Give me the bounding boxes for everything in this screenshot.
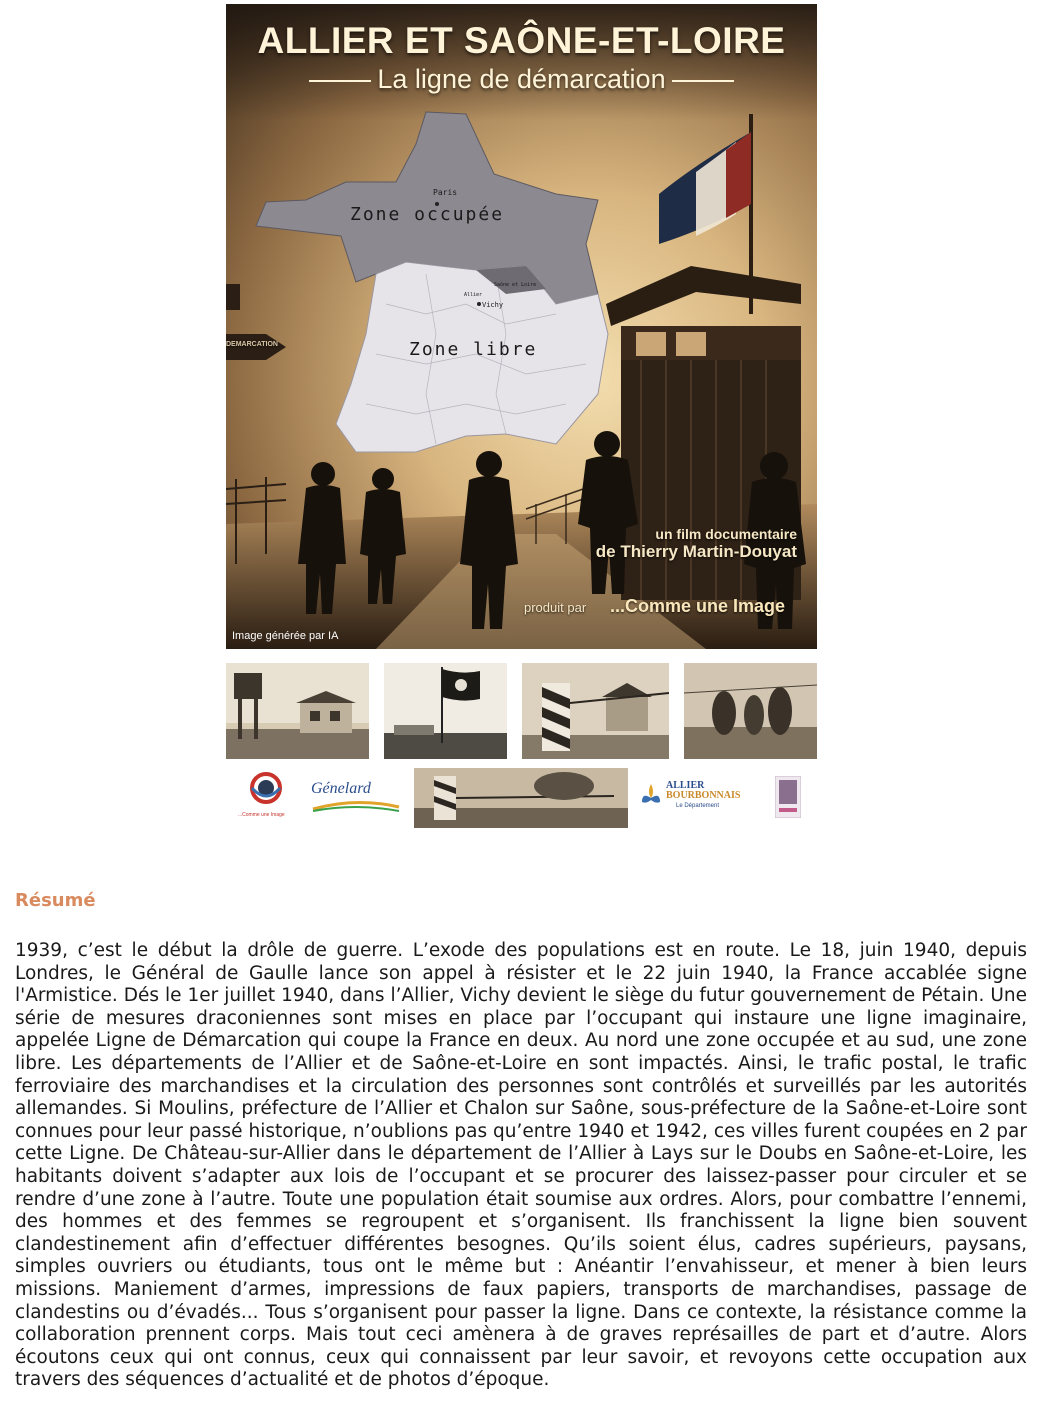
ai-generated-note: Image générée par IA [232, 630, 339, 642]
map-label-paris: Paris [433, 188, 458, 197]
badge-icon [775, 776, 801, 818]
logo-genelard-text: Génelard [311, 780, 371, 797]
logo-allier-line3: Le Département [676, 803, 720, 809]
map-label-free: Zone libre [409, 339, 538, 360]
documentary-poster [226, 4, 817, 649]
logo-small-badge [775, 768, 801, 828]
resume-body: 1939, c’est le début la drôle de guerre. L’exode des populations est en route. Le 18, juin 1940, depuis Londres, le Général de Gaulle lance son appel à résister et le 22 juin 1940, la France accablée signe l'Armistice. Dés le 1er juillet 1940, dans l’Allier, Vichy devient le siège du futur gouvernement de Pétain. Une série de mesures draconiennes sont mises en place par l’occupant qui instaure une ligne imaginaire, appelée Ligne de Démarcation qui coupe la France en deux. Au nord une zone occupée et au sud, une zone libre. Les départements de l’Allier et de Saône-et-Loire en sont impactés. Ainsi, le trafic postal, le trafic ferroviaire des marchandises et la circulation des personnes sont contrôlés et surveillés par les autorités allemandes. Si Moulins, préfecture de l’Allier et Chalon sur Saône, sous-préfecture de la Saône-et-Loire sont connues pour leur passé historique, n’oublions pas qu’entre 1940 et 1942, ces villes furent coupées en 2 par cette Ligne. De Château-sur-Allier dans le département de l’Allier à Lays sur le Doubs en Saône-et-Loire, les habitants doivent s’adapter aux lois de l’occupant et se procurer des laissez-passer pour circuler et se rendre d’une zone à l’autre. Toute une population était soumise aux ordres. Alors, pour combattre l’ennemi, des hommes et des femmes se regroupent et s’organisent. Ils franchissent la ligne bien souvent clandestinement afin d’effectuer différentes besognes. Qu’ils soient élus, cadres supérieurs, paysans, simples ouvriers ou étudiants, tous ont le même but : Anéantir l’envahisseur, et mener à bien leurs missions. Maniement d’armes, impressions de faux papiers, transports de marchandises, passage de clandestins ou d’évadés... Tous s’organisent pour passer la ligne. Dans ce contexte, la résistance comme la collaboration prennent corps. Mais tout ceci amènera à de graves représailles de part et d’autre. Alors écoutons ceux qui ont connus, ceux qui connaissent par leur savoir, et revoyons cette occupation aux travers des séquences d’actualité et de photos d’époque. [15, 940, 1027, 1391]
resume-heading: Résumé [15, 890, 96, 911]
genelard-swoosh-icon [311, 799, 401, 813]
poster-subtitle [226, 64, 817, 95]
logo-comme-une-image-text: ...Comme une Image [238, 812, 285, 818]
logo-allier-bourbonnais [640, 768, 760, 828]
poster-subtitle-text: La ligne de démarcation [377, 64, 666, 94]
map-label-occupied: Zone occupée [350, 204, 505, 225]
logo-allier-line2: BOURBONNAIS [666, 790, 741, 801]
archive-photo-3 [522, 663, 669, 759]
logo-comme-une-image [238, 768, 298, 828]
credit-produced-label: produit par [524, 600, 587, 615]
map-label-saone: Saône et Loire [494, 282, 537, 288]
credit-director: de Thierry Martin-Douyat [595, 542, 797, 561]
credit-documentary: un film documentaire [655, 526, 797, 542]
credit-producer: ...Comme une Image [610, 596, 786, 616]
logo-allier-line1: ALLIER [666, 780, 705, 791]
road-sign-text: DEMARCATION [226, 341, 278, 348]
map-label-vichy: Vichy [482, 301, 504, 309]
fleur-de-lys-icon [640, 782, 662, 812]
archive-photo-checkpoint [414, 768, 628, 828]
logo-genelard [311, 768, 407, 828]
poster-title: ALLIER ET SAÔNE-ET-LOIRE [257, 20, 786, 61]
map-label-allier: Allier [464, 292, 483, 298]
archive-photo-2 [384, 663, 507, 759]
archive-photo-4 [684, 663, 817, 759]
archive-photo-1 [226, 663, 369, 759]
camera-aperture-icon [238, 768, 298, 812]
